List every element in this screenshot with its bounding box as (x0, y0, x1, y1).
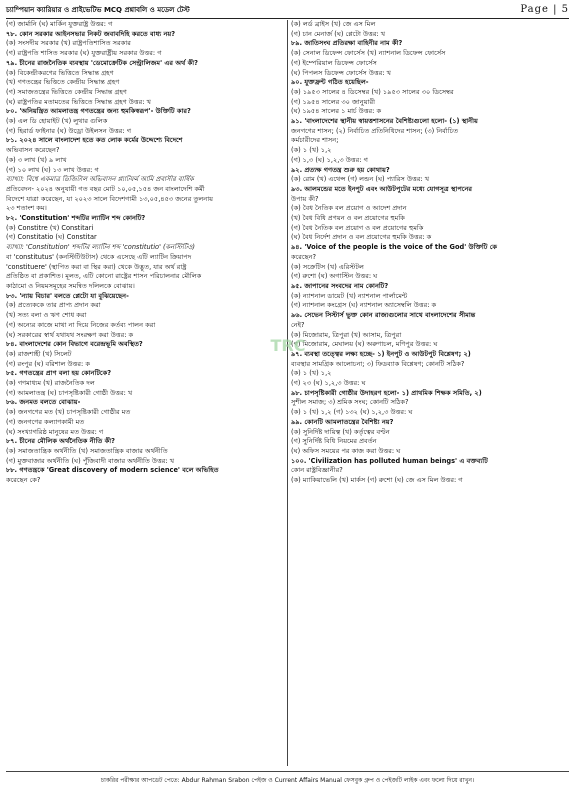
text-line: ৮৫. গণতন্ত্রের প্রাণ বলা হয় কোনটিকে? (6, 369, 112, 378)
text-line: (গ) ১,৩ (ঘ) ১,২,৩ উত্তর: গ (291, 155, 368, 164)
text-line: ৮৭. চীনের মৌলিক অর্থনৈতিক নীতি কী? (6, 437, 115, 446)
text-line: উপায় কী? (291, 194, 319, 203)
text-line: (ক) লর্ড ব্রাইস (খ) জে এস মিল (291, 20, 376, 28)
text-line: ৮৪. বাংলাদেশের কোন বিভাগে বরেন্দ্রভূমি অবস্থিত? (6, 340, 143, 349)
text-line: ৮৩. 'ন্যায় বিচার' বলতে প্লেটো যা বুঝিয়েছেন- (6, 291, 129, 300)
text-line: (ক) মিজোরাম, ত্রিপুরা (খ) আসাম, ত্রিপুরা (291, 330, 402, 339)
text-line: (ঘ) পিপলস ডিফেন্স ফোর্সেস উত্তর: খ (291, 68, 391, 77)
text-line: (ক) এল ডি হোয়াইট (খ) লুথার গুলিক (6, 117, 108, 126)
text-line: ৯৯. কোনটি আমলাতন্ত্রের বৈশিষ্ট্য নয়? (291, 417, 394, 426)
text-line: (গ) অন্যের কাজে মাথা না দিয়ে নিজের কর্তব্য পালন করা (6, 320, 156, 329)
text-line: কাঠামো ও নিয়মসমূহের সমন্বিত দলিলকে বোঝায়। (6, 281, 135, 290)
text-line: ৯৫. জাপানের সংবদের নাম কোনটি? (291, 281, 389, 290)
text-line: (গ) আমলাতন্ত্র (ঘ) চাপসৃষ্টিকারী গোষ্ঠী উত্তর: খ (6, 388, 133, 397)
text-line: (গ) ইম্পেরিয়াল ডিফেন্স ফোর্সেস (291, 58, 377, 67)
text-line: (ক) রোম (খ) এথেন্স (গ) লন্ডন (ঘ) প্যারিস উত্তর: খ (291, 175, 430, 184)
text-line: (ক) সেনাল ডিফেন্স ফোর্সেস (খ) ন্যাশনাল ডিফেন্স ফোর্সেস (291, 49, 446, 58)
text-line: ৮৯. জাতিসংঘ প্রতিরক্ষা বাহিনীর নাম কী? (291, 39, 403, 48)
text-line: ৮৮. গণতন্ত্রকে 'Great discovery of modern science' বলে অভিহিত (6, 466, 219, 475)
text-line: অভিবাসন করেছেন? (6, 146, 60, 155)
text-line: (খ) গণতন্ত্রের ভিত্তিতে কেন্দ্রীয় সিদ্ধান্ত গ্রহণ (6, 78, 120, 87)
text-line: ৮১. ২০২৪ সালে বাংলাদেশ হতে কত লোক কর্মের উদ্দেশ্যে বিদেশে (6, 136, 183, 145)
text-line: (ক) রাজশাহী (খ) সিলেট (6, 349, 72, 358)
text-line: ব্যবস্থার সামগ্রিক আলোচনা; ৩) ফিডব্যাক বিশ্লেষণ; কোনটি সঠিক? (291, 359, 465, 368)
text-line: ৭৯. চীনের রাজনৈতিক ব্যবস্থায় 'ডেমোক্রেটিক সেন্ট্রালিজম' এর অর্থ কী? (6, 58, 198, 67)
text-line: (গ) বৈধ নৈতিক বল প্রয়োগ ও বল প্রয়োগের হুমকি (291, 223, 424, 232)
text-line: (গ) হিরার্ড ফাইনার (ঘ) উড্রো উইলসন উত্তর: গ (6, 126, 132, 135)
text-line: (ক) সমাজতান্ত্রিক অর্থনীতি (খ) সমাজতান্ত্রিক বাজার অর্থনীতি (6, 446, 168, 455)
text-line: (গ) ১০ লাখ (ঘ) ১৩ লাখ উত্তর: গ (6, 165, 99, 174)
text-line: (গ) সুনির্দিষ্ট বিধি নিয়মের প্রবর্তন (291, 437, 377, 446)
text-line: ৯৩. আলমন্ডের মতে ইনপুট এবং আউটপুটের মধ্যে যোগসূত্র স্থাপনের (291, 184, 473, 193)
text-line: 'constituere' (স্থাপিত করা বা স্থির করা) থেকে উদ্ভূত, যার অর্থ রাষ্ট্র (6, 262, 187, 271)
text-line: (ঘ) রাষ্ট্রপতির মতামতের ভিত্তিতে সিদ্ধান্ত গ্রহণ উত্তর: খ (6, 97, 151, 106)
text-line: (গ) জার্মানি (ঘ) মার্কিন যুক্তরাষ্ট্র উত্তর: গ (6, 20, 113, 28)
text-line: (খ) বৈধ বিধি প্রণয়ন ও বল প্রয়োগের হুমকি (291, 214, 405, 223)
text-line: ব্যাখ্যা: বিশ্বে একমাত্র ডিজিটাল অভিবাসন প্ল্যাটফর্ম আমি প্রবাসীর বার্ষিক (6, 175, 194, 184)
page-header (6, 4, 569, 18)
text-line: প্রতিবেদন- ২০২৪ অনুযায়ী গত বছর মোট ১০,০৫,১৫৪ জন বাংলাদেশি কর্মী (6, 184, 205, 193)
text-line: (ক) ১ (খ) ১,২ (291, 146, 332, 155)
text-line: (গ) রুশো (ঘ) অগাস্টিন উত্তর: ঘ (291, 272, 378, 281)
text-line: (ঘ) সরকারের স্বার্থ যথাযথ সংরক্ষণ করা উত্তর: ক (6, 330, 134, 339)
text-line: বা 'constitutus' (কনস্টিটিউটাস) থেকে এসেছে এটি ল্যাটিন ক্রিয়াপদ (6, 252, 192, 261)
text-line: ৮০. 'অনিয়ন্ত্রিত আমলাতন্ত্র গণতন্ত্রের জন্য হুমকিস্বরূপ'- উক্তিটি কার? (6, 107, 191, 116)
text-line: ৯৬. সেভেন সিস্টার্স ভুক্ত কোন রাজ্যগুলোর সাথে বাংলাদেশের সীমান্ত (291, 311, 476, 320)
text-line: (গ) Constitatio (ঘ) Constitar (6, 233, 97, 242)
document-title: চ্যাম্পিয়ান ক্যারিয়ার ও প্রাইভেটিভ MCQ প্রশ্নাবলি ও মডেল টেস্ট (6, 6, 190, 14)
text-line: ব্যাখ্যা: 'Constitution' শব্দটির ল্যাটিন শব্দ 'constitutio' (কনস্টিটিও) (6, 243, 195, 252)
column-divider (287, 20, 288, 766)
text-line: (ক) সংসদীয় সরকার (খ) রাষ্ট্রপতিশাসিত সরকার (6, 39, 131, 48)
text-line: (ক) বিকেন্দ্রীকরণের ভিত্তিতে সিদ্ধান্ত গ্রহণ (6, 68, 114, 77)
text-line: প্রতিষ্ঠিত বা প্রকাশিত। মূলত, এটি কোনো রাষ্ট্রের শাসন পরিচালনার মৌলিক (6, 272, 202, 281)
text-line: (ক) ১৯৫৩ সালের ৪ ডিসেম্বর (খ) ১৯৫৩ সালের ৩০ ডিসেম্বর (291, 87, 454, 96)
text-line: ৮৬. জনমত বলতে বোঝায়- (6, 398, 81, 407)
text-line: (খ) সত্য বলা ও ঋণ শোধ করা (6, 311, 87, 320)
text-line: (গ) ১৯৫৪ সালের ৩০ জানুয়ারী (291, 97, 376, 106)
text-line: ৮২. 'Constitution' শব্দটির ল্যাটিন শব্দ কোনটি? (6, 214, 146, 223)
text-line: নেই? (291, 320, 305, 329)
text-line: (গ) জনগণের কল্যাণকামী মত (6, 417, 85, 426)
text-line: (গ) ন্যাশনাল কংগ্রেস (ঘ) ন্যাশনাল অ্যাসেম্বলি উত্তর: ক (291, 301, 437, 310)
text-line: করেছেন? (291, 252, 316, 261)
text-line: (ক) জনগণের মত (খ) চাপসৃষ্টিকারী গোষ্ঠীর মত (6, 408, 131, 417)
text-line: (ক) সক্রেটিস (খ) এরিস্টটল (291, 262, 364, 271)
text-line: (গ) সমাজতন্ত্রের ভিত্তিতে কেন্দ্রীয় সিদ্ধান্ত গ্রহণ (6, 87, 127, 96)
text-line: ১০০. 'Civilization has polluted human beings' এ বক্তব্যটি (291, 456, 488, 465)
text-line: (ঘ) অফিস সময়ের পর কাজ করা উত্তর: ঘ (291, 446, 401, 455)
text-line: ৯২. প্রত্যক্ষ গণতন্ত্র শুরু হয় কোথায়? (291, 165, 390, 174)
text-line: (ক) ৩ লাখ (খ) ৯ লাখ (6, 155, 67, 164)
text-line: (ক) ১ (খ) ১,২ (গ) ১৩২ (ঘ) ১,২,৩ উত্তর: ঘ (291, 408, 413, 417)
text-line: (গ) চান মেনার্জ (ঘ) প্লেটো উত্তর: খ (291, 29, 386, 38)
left-column (6, 20, 287, 766)
text-line: (ক) Constitre (খ) Constitari (6, 223, 94, 232)
text-line: (গ) ২৩ (ঘ) ১,২,৩ উত্তর: ঘ (291, 379, 366, 388)
text-line: (ক) সুনির্দিষ্ট দায়িত্ব (খ) কর্তৃত্বের বণ্টন (291, 427, 390, 436)
text-line: ৯৪. 'Voice of the people is the voice of the God' উক্তিটি কে (291, 243, 497, 252)
text-line: সুশীল সমাজ; ৩) শ্রমিক সংঘ; কোনটি সঠিক? (291, 398, 409, 407)
text-line: (ক) ১ (খ) ১,২ (291, 369, 332, 378)
text-line: (ঘ) ১৯৫৪ সালের ১ মার্চ উত্তর: ক (291, 107, 382, 116)
text-line: (গ) রংপুর (ঘ) বরিশাল উত্তর: ক (6, 359, 90, 368)
text-line: (ক) গণমাধ্যম (খ) রাজনৈতিক দল (6, 379, 95, 388)
header-rule (6, 18, 569, 19)
page-footer: চাকরির পরীক্ষার আপডেট পেতে: Abdur Rahman Srabon পেইজ ও Current Affairs Manual ফেসবুক গ্রুপ ও পেইজটি লাইক এবং ফলো দিয়ে রাখুন। (6, 771, 569, 786)
page-number: Page | 5 (520, 4, 569, 15)
text-line: জনগণের শাসন; (২) নির্বাচিত প্রতিনিধিদের শাসন; (৩) নির্বাচিত (291, 126, 459, 135)
text-line: ৯০. যুক্তফ্রন্ট গঠিত হয়েছিল- (291, 78, 369, 87)
text-line: (ক) বৈধ নৈতিক বল প্রয়োগ ও আদেশ প্রদান (291, 204, 407, 213)
text-line: (গ) মুক্তবাজার অর্থনীতি (ঘ) পুঁজিবাদী বাজার অর্থনীতি উত্তর: খ (6, 456, 175, 465)
text-line: ৯১. 'বাংলাদেশের স্থানীয় স্বায়ত্তশাসনের বৈশিষ্ট্যগুলো হলো- (১) স্থানীয় (291, 117, 478, 126)
text-line: ৭৮. কোন সরকার আইনসভার নিকট জবাবদিহি করতে বাধ্য নয়? (6, 29, 176, 38)
text-line: (ক) ম্যাকিয়াভেলি (খ) মার্কস (গ) রুশো (ঘ) জে এস মিল উত্তর: গ (291, 476, 463, 485)
text-line: বিদেশে যাত্রা করেছেন, যা ২০২৩ সালে বিদেশগামী ১৩,০৫,৪৫৩ জনের তুলনায় (6, 194, 214, 203)
text-line: (ক) প্রত্যেককে তার প্রাপ্য প্রদান করা (6, 301, 101, 310)
text-line: (ঘ) সংখ্যাগরিষ্ঠ মানুষের মত উত্তর: গ (6, 427, 104, 436)
text-line: ৯৭. ব্যবস্থা তত্ত্বের লক্ষ্য হচ্ছে- ১) ইনপুট ও আউটপুট বিশ্লেষণ; ২) (291, 349, 471, 358)
watermark-logo: TRC (270, 336, 306, 355)
right-column (291, 20, 572, 766)
text-line: কর্মচারীদের শাসন; (291, 136, 339, 145)
text-line: ৯৮. চাপসৃষ্টিকারী গোষ্ঠীর উদাহরণ হলো- ১) প্রাথমিক শিক্ষক সমিতি, ২) (291, 388, 482, 397)
text-line: (গ) মিজোরাম, মেঘালয় (ঘ) অরুণাচল, মণিপুর উত্তর: ঘ (291, 340, 438, 349)
text-line: কোন রাষ্ট্রবিজ্ঞানীর? (291, 466, 343, 475)
text-line: (ক) ন্যাশনাল ডায়েট (খ) ন্যাশনাল পার্লামেন্ট (291, 291, 408, 300)
text-line: (গ) রাষ্ট্রপতি শাসিত সরকার (ঘ) যুক্তরাষ্ট্রীয় সরকার উত্তর: গ (6, 49, 162, 58)
text-line: (ঘ) বৈধ নির্দেশ প্রদান ও বল প্রয়োগের হুমকি উত্তর: ক (291, 233, 432, 242)
text-line: ২৩ শতাংশ কম। (6, 204, 47, 213)
text-line: করেছেন কে? (6, 476, 41, 485)
